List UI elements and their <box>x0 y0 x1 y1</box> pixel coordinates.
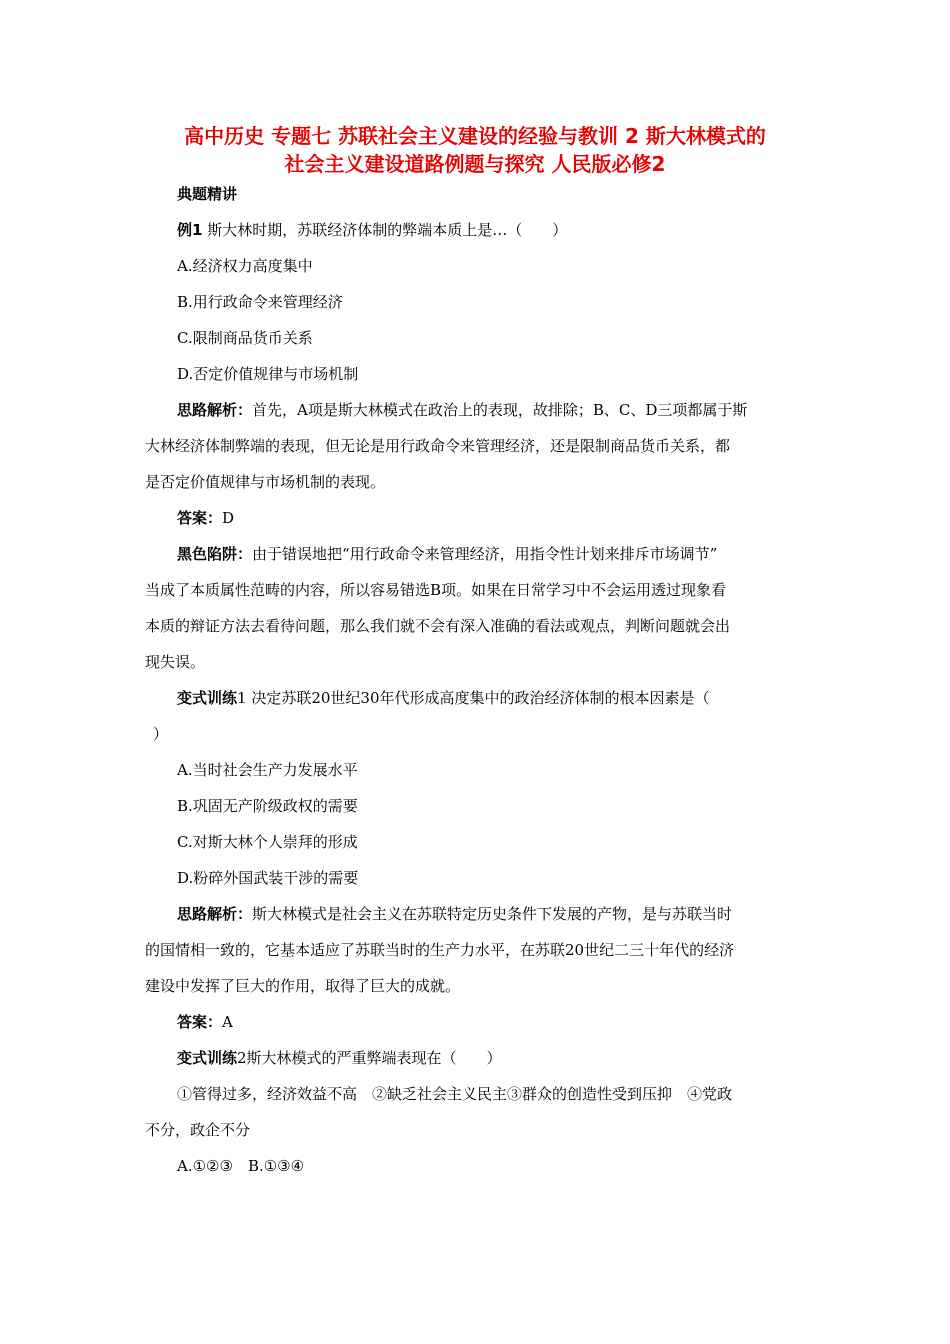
example-1-analysis <box>145 392 810 428</box>
exercise-1-question-line-2: ） <box>153 725 169 743</box>
example-1-answer <box>145 500 810 536</box>
exercise-2-statements-line-2: 不分，政企不分 <box>145 1121 251 1139</box>
exercise-1-analysis-label: 思路解析： <box>177 905 253 923</box>
document-body <box>145 176 810 1184</box>
example-1-analysis-line-2: 大林经济体制弊端的表现，但无论是用行政命令来管理经济，还是限制商品货币关系，都 <box>145 437 731 455</box>
exercise-2-statements-line-1: ①管得过多，经济效益不高 ②缺乏社会主义民主③群众的创造性受到压抑 ④党政 <box>177 1085 733 1103</box>
example-1-trap-line-1: 由于错误地把“用行政命令来管理经济，用指令性计划来排斥市场调节” <box>252 545 718 563</box>
example-1-trap <box>145 536 810 572</box>
exercise-1-analysis-line-3: 建设中发挥了巨大的作用，取得了巨大的成就。 <box>145 977 461 995</box>
example-1-answer-label: 答案： <box>177 509 223 527</box>
title-line-1: 高中历史 专题七 苏联社会主义建设的经验与教训 2 斯大林模式的 <box>184 124 766 148</box>
exercise-1-label: 变式训练 <box>177 689 238 707</box>
example-1-question-text: 斯大林时期，苏联经济体制的弊端本质上是…（ ） <box>202 221 568 239</box>
example-1-option-a: A.经济权力高度集中 <box>177 257 313 275</box>
example-1-analysis-label: 思路解析： <box>177 401 253 419</box>
exercise-1-option-d: D.粉碎外国武装干涉的需要 <box>177 869 359 887</box>
exercise-1-option-c: C.对斯大林个人崇拜的形成 <box>177 833 358 851</box>
example-1-trap-line-2: 当成了本质属性范畴的内容，所以容易错选B项。如果在日常学习中不会运用透过现象看 <box>145 581 727 599</box>
example-1-trap-label: 黑色陷阱： <box>177 545 253 563</box>
exercise-1-answer-value: A <box>222 1013 233 1031</box>
exercise-1-answer-label: 答案： <box>177 1013 223 1031</box>
exercise-1-analysis-line-1: 斯大林模式是社会主义在苏联特定历史条件下发展的产物，是与苏联当时 <box>252 905 733 923</box>
example-1-analysis-line-1: 首先，A项是斯大林模式在政治上的表现，故排除；B、C、D三项都属于斯 <box>252 401 748 419</box>
example-1-option-d: D.否定价值规律与市场机制 <box>177 365 359 383</box>
example-1-trap-line-3: 本质的辩证方法去看待问题，那么我们就不会有深入准确的看法或观点，判断问题就会出 <box>145 617 731 635</box>
exercise-2-question-text: 2斯大林模式的严重弊端表现在（ ） <box>237 1049 502 1067</box>
example-1-answer-value: D <box>222 509 235 527</box>
exercise-1-analysis <box>145 896 810 932</box>
exercise-1-question-line-1: 1 决定苏联20世纪30年代形成高度集中的政治经济体制的根本因素是（ <box>237 689 710 707</box>
example-1-analysis-line-3: 是否定价值规律与市场机制的表现。 <box>145 473 386 491</box>
example-1-question <box>145 212 810 248</box>
example-1-option-b: B.用行政命令来管理经济 <box>177 293 343 311</box>
exercise-1-option-a: A.当时社会生产力发展水平 <box>177 761 358 779</box>
example-1-trap-line-4: 现失误。 <box>145 653 206 671</box>
exercise-2-options: A.①②③ B.①③④ <box>177 1157 305 1175</box>
example-1-label: 例1 <box>177 221 203 239</box>
title-line-2: 社会主义建设道路例题与探究 人民版必修2 <box>284 152 666 176</box>
example-1-option-c: C.限制商品货币关系 <box>177 329 313 347</box>
exercise-1-option-b: B.巩固无产阶级政权的需要 <box>177 797 358 815</box>
exercise-1-analysis-line-2: 的国情相一致的，它基本适应了苏联当时的生产力水平，在苏联20世纪二三十年代的经济 <box>145 941 735 959</box>
exercise-2-question <box>145 1040 810 1076</box>
exercise-1-answer <box>145 1004 810 1040</box>
exercise-1-question <box>145 680 810 716</box>
document-title <box>140 122 810 178</box>
section-heading: 典题精讲 <box>177 185 238 203</box>
exercise-2-label: 变式训练 <box>177 1049 238 1067</box>
